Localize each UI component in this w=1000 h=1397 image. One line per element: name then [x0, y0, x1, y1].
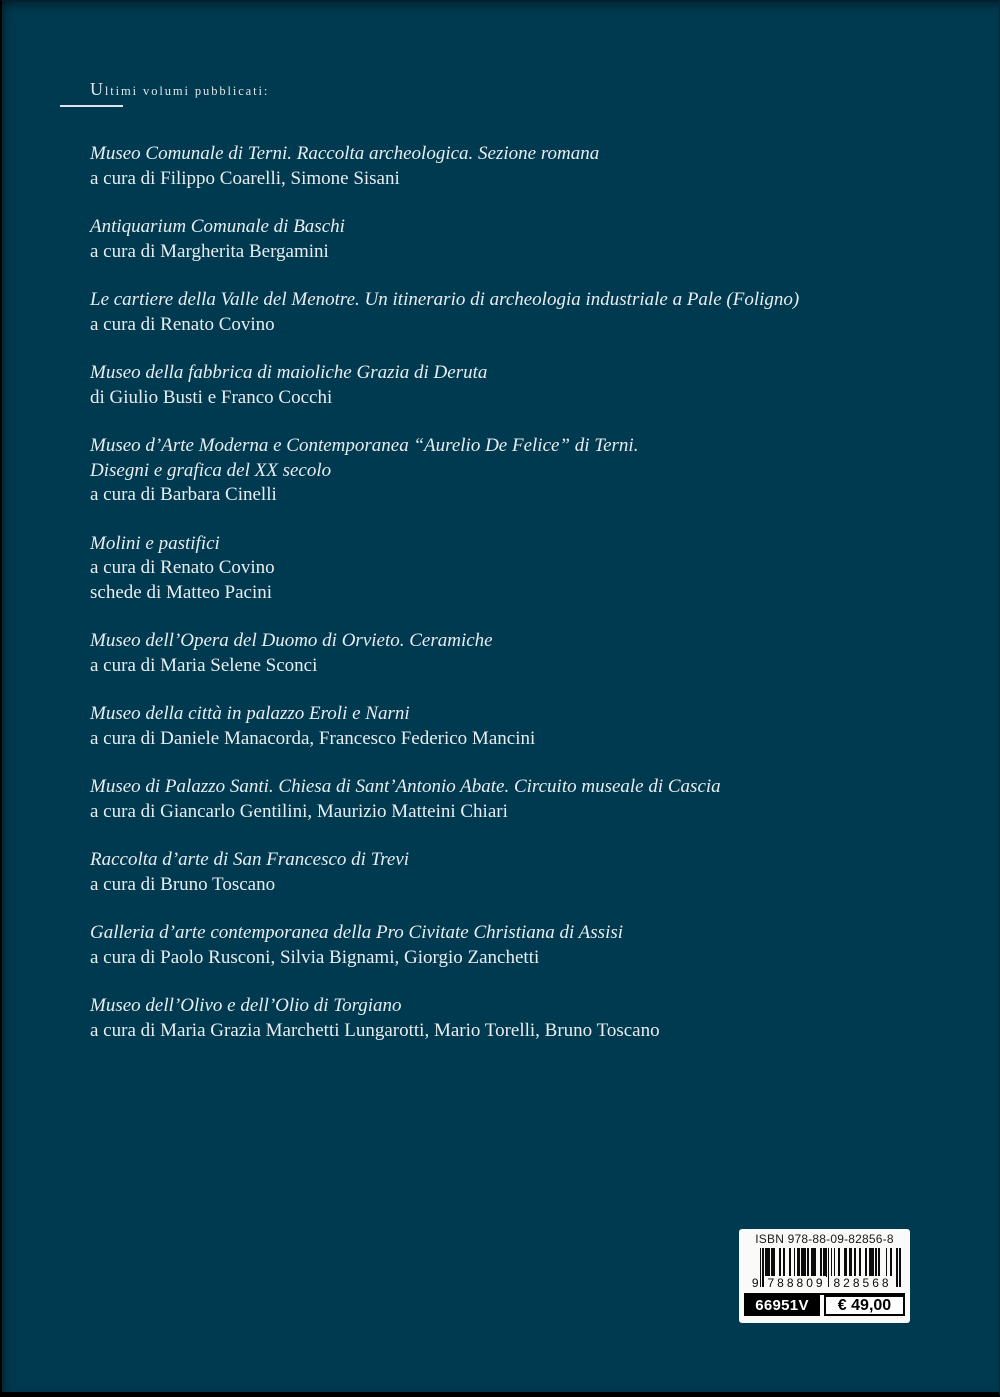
volume-credit-line: a cura di Bruno Toscano: [90, 873, 276, 895]
isbn-price-box: [739, 1229, 910, 1323]
volume-entry: [90, 629, 959, 678]
volume-credit-line: a cura di Maria Selene Sconci: [90, 654, 318, 676]
latest-volumes-heading: Ultimi volumi pubblicati:: [90, 79, 270, 99]
volume-entry: [90, 142, 959, 191]
volume-credit-line: a cura di Paolo Rusconi, Silvia Bignami, Giorgio Zanchetti: [90, 946, 540, 968]
volume-title-line: Museo d’Arte Moderna e Contemporanea “Aurelio De Felice” di Terni.: [90, 435, 639, 456]
volume-credit-line: a cura di Filippo Coarelli, Simone Sisani: [90, 167, 400, 189]
volume-title-line: Museo della fabbrica di maioliche Grazia di Deruta: [90, 362, 488, 383]
volume-credit-line: schede di Matteo Pacini: [90, 581, 273, 603]
volume-entry: [90, 994, 959, 1043]
volume-title-line: Galleria d’arte contemporanea della Pro Civitate Christiana di Assisi: [90, 922, 624, 943]
volume-entry: [90, 921, 959, 970]
barcode-digit-group: 788809: [765, 1276, 826, 1290]
barcode-digit-group: 828568: [831, 1276, 892, 1290]
label-bottom-row: [744, 1293, 905, 1316]
volume-credit-line: di Giulio Busti e Franco Cocchi: [90, 386, 333, 408]
volume-title-line: Museo della città in palazzo Eroli e Narni: [90, 703, 410, 724]
volume-credit-line: a cura di Giancarlo Gentilini, Maurizio Matteini Chiari: [90, 800, 508, 822]
volume-title-line: Museo dell’Olivo e dell’Olio di Torgiano: [90, 995, 402, 1016]
volume-entry: [90, 361, 959, 410]
volume-entry: [90, 702, 959, 751]
volume-credit-line: a cura di Renato Covino: [90, 557, 275, 578]
volume-credit-line: a cura di Margherita Bergamini: [90, 240, 329, 262]
volume-credit-line: a cura di Maria Grazia Marchetti Lungarotti, Mario Torelli, Bruno Toscano: [90, 1019, 660, 1041]
isbn-text: ISBN 978-88-09-82856-8: [755, 1232, 894, 1246]
product-code: 66951V: [744, 1295, 820, 1316]
volume-entry: [90, 532, 959, 606]
heading-rule: [60, 105, 123, 107]
volume-entry: [90, 848, 959, 897]
price: € 49,00: [824, 1295, 905, 1316]
volume-title-line: Molini e pastifici: [90, 532, 220, 554]
volume-credit-line: a cura di Barbara Cinelli: [90, 484, 277, 505]
volume-entry: [90, 288, 959, 337]
volume-title-line: Antiquarium Comunale di Baschi: [90, 216, 345, 237]
volume-entry: [90, 775, 959, 824]
volume-title-line: Disegni e grafica del XX secolo: [90, 459, 332, 481]
volume-title-line: Museo dell’Opera del Duomo di Orvieto. Ceramiche: [90, 630, 493, 651]
volume-entry: [90, 215, 959, 264]
volume-title-line: Museo di Palazzo Santi. Chiesa di Sant’Antonio Abate. Circuito museale di Cascia: [90, 776, 721, 797]
volume-credit-line: a cura di Daniele Manacorda, Francesco Federico Mancini: [90, 727, 536, 749]
barcode-digit-group: 9: [748, 1276, 759, 1290]
volume-list: [90, 142, 959, 1067]
volume-title-line: Le cartiere della Valle del Menotre. Un itinerario di archeologia industriale a Pale (Foligno): [90, 289, 800, 310]
volume-entry: [90, 434, 959, 508]
volume-title-line: Raccolta d’arte di San Francesco di Trevi: [90, 849, 410, 870]
volume-title-line: Museo Comunale di Terni. Raccolta archeologica. Sezione romana: [90, 143, 600, 164]
ean-barcode: [746, 1248, 904, 1292]
volume-credit-line: a cura di Renato Covino: [90, 313, 275, 335]
